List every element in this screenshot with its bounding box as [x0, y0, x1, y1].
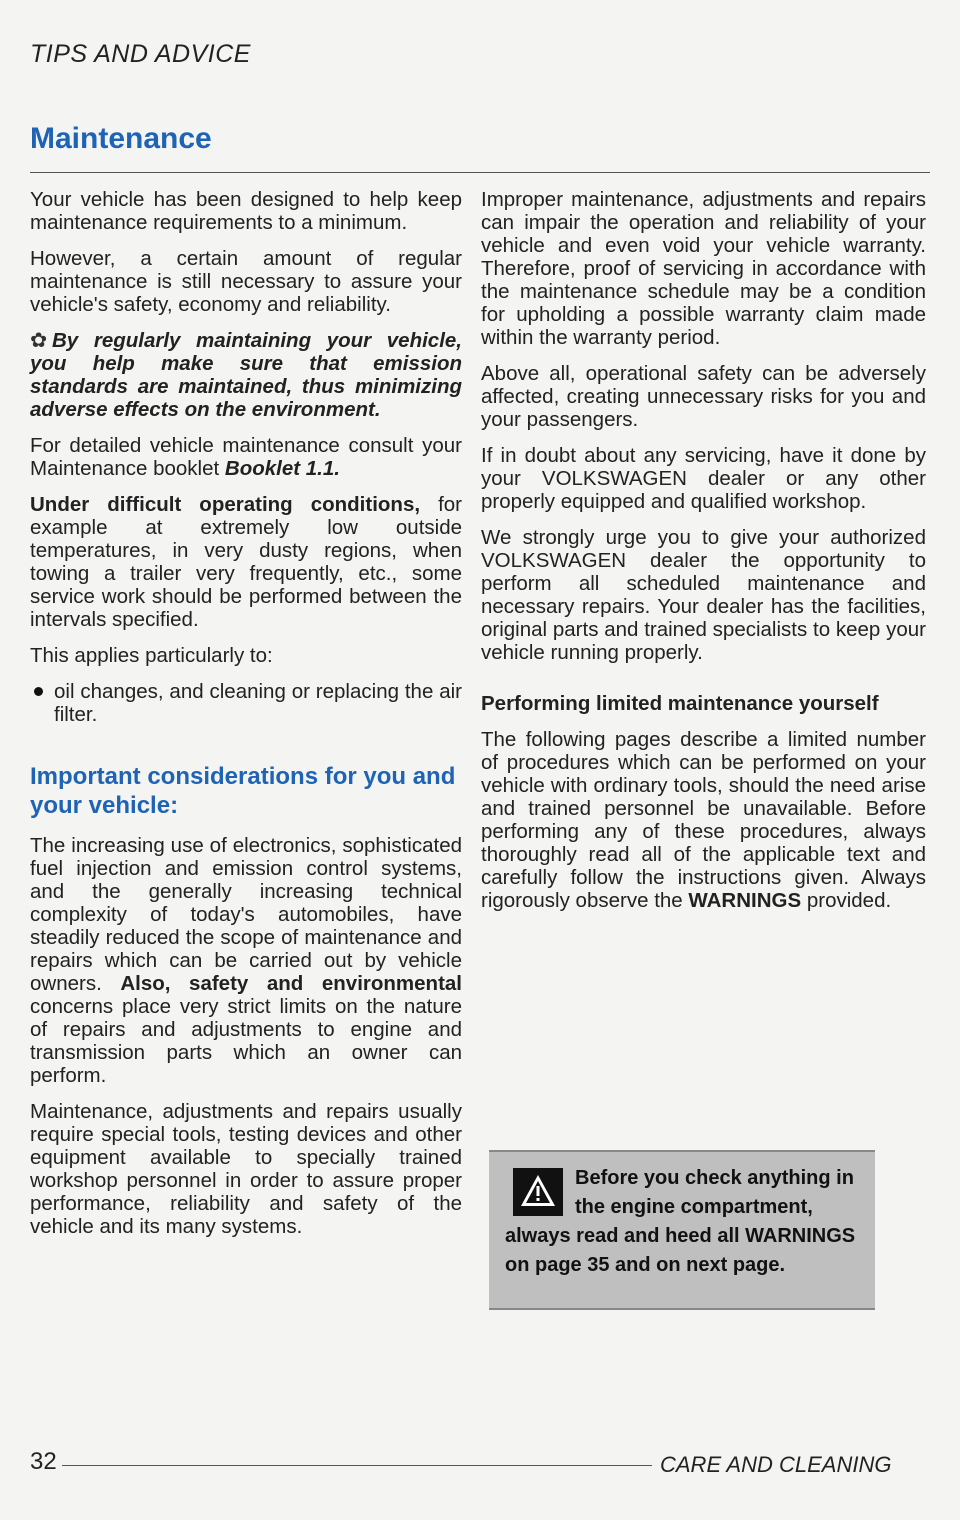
booklet-text: For detailed vehicle maintenance consult your Maintenance booklet — [30, 434, 462, 480]
dealer-paragraph: We strongly urge you to give your authorized VOLKSWAGEN dealer the opportunity to perform all scheduled maintenance and necessary repairs. Your dealer has the facilities, original parts and trained specialists to keep your vehicle running properly. — [481, 526, 926, 664]
safety-environment-bold: Also, safety and environmental — [120, 972, 462, 995]
page-title: Maintenance — [30, 122, 212, 155]
electronics-paragraph — [30, 834, 462, 1087]
footer-section-label: CARE AND CLEANING — [660, 1452, 892, 1477]
list-item — [30, 680, 462, 726]
procedures-paragraph — [481, 728, 926, 912]
regular-maintenance-paragraph: However, a certain amount of regular maintenance is still necessary to assure your vehicle's safety, economy and reliability. — [30, 247, 462, 316]
electronics-tail: concerns place very strict limits on the nature of repairs and adjustments to engine and transmission parts which an owner can perform. — [30, 995, 462, 1087]
difficult-conditions-paragraph — [30, 493, 462, 631]
difficult-conditions-lead: Under difficult operating conditions, — [30, 493, 421, 516]
list-item-text: oil changes, and cleaning or replacing the air filter. — [54, 680, 462, 726]
right-column — [481, 188, 926, 925]
title-divider — [30, 172, 930, 173]
environment-note-text: By regularly maintaining your vehicle, you help make sure that emission standards are maintained, thus minimizing adverse effects on the environment. — [30, 329, 462, 421]
environment-flower-icon: ✿ — [30, 329, 48, 352]
doubt-paragraph: If in doubt about any servicing, have it done by your VOLKSWAGEN dealer or any other properly equipped and qualified workshop. — [481, 444, 926, 513]
booklet-paragraph — [30, 434, 462, 480]
procedures-tail: provided. — [801, 889, 892, 912]
considerations-heading: Important considerations for you and your vehicle: — [30, 763, 456, 819]
limited-maintenance-heading: Performing limited maintenance yourself — [481, 692, 879, 715]
applies-paragraph: This applies particularly to: — [30, 644, 273, 667]
safety-paragraph: Above all, operational safety can be adversely affected, creating unnecessary risks for you and your passengers. — [481, 362, 926, 431]
booklet-reference: Booklet 1.1. — [224, 457, 340, 480]
intro-paragraph: Your vehicle has been designed to help keep maintenance requirements to a minimum. — [30, 188, 462, 234]
special-tools-paragraph: Maintenance, adjustments and repairs usually require special tools, testing devices and other equipment available to specially trained workshop personnel in order to assure proper performance, reliability and safety of the vehicle and its many systems. — [30, 1100, 462, 1238]
bullet-icon — [34, 687, 43, 696]
warning-box — [489, 1150, 875, 1310]
section-label: TIPS AND ADVICE — [30, 40, 251, 68]
electronics-text: The increasing use of electronics, sophisticated fuel injection and emission control systems, and the generally increasing technical complexity of today's automobiles, have steadily reduced the scope of maintenance and repairs which can be carried out by vehicle owners. — [30, 834, 462, 995]
warning-triangle-icon — [513, 1168, 563, 1216]
warnings-bold: WARNINGS — [688, 889, 802, 912]
warning-text: Before you check anything in the engine compartment, always read and heed all WARNINGS on page 35 and on next page. — [505, 1167, 856, 1276]
footer-divider — [62, 1465, 652, 1466]
page-number: 32 — [30, 1448, 57, 1475]
procedures-text: The following pages describe a limited number of procedures which can be performed on your vehicle with ordinary tools, should the need arise and trained personnel be unavailable. Before performing any of these procedures, always thoroughly read all of the applicable text and carefully follow the instructions given. Always rigorously observe the — [481, 728, 926, 912]
left-column — [30, 188, 462, 1251]
environment-note — [30, 329, 462, 421]
difficult-conditions-text: for example at extremely low outside temperatures, in very dusty regions, when towing a trailer very frequently, etc., some service work should be performed between the intervals specified. — [30, 493, 462, 631]
improper-maintenance-paragraph: Improper maintenance, adjustments and repairs can impair the operation and reliability of your vehicle and even void your vehicle warranty. Therefore, proof of servicing in accordance with the maintenance schedule may be a condition for upholding a possible warranty claim made within the warranty period. — [481, 188, 926, 349]
